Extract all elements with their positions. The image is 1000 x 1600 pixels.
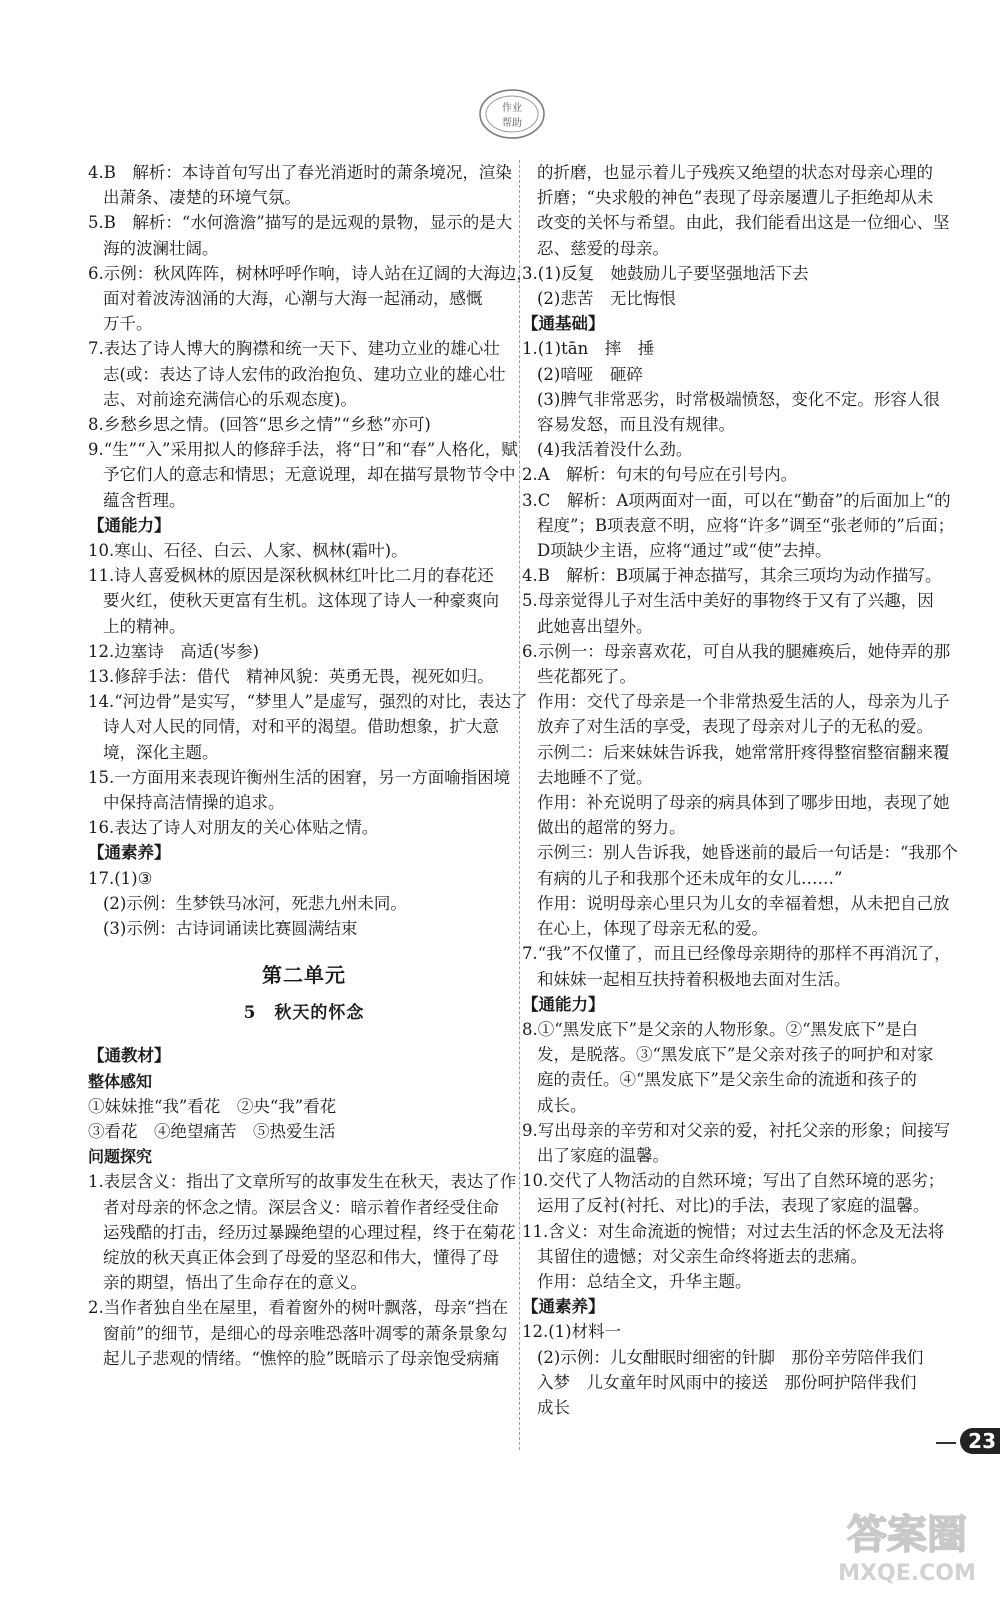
answer-line: 作用：交代了母亲是一个非常热爱生活的人，母亲为儿子	[537, 692, 950, 712]
subsection-heading: 问题探究	[88, 1147, 153, 1167]
answer-line: (3)脾气非常恶劣，时常极端愤怒，变化不定。形容人很	[537, 389, 940, 409]
answer-line: 些花都死了。	[537, 667, 636, 687]
section-heading: 【通基础】	[522, 314, 605, 334]
answer-line: 5.母亲觉得儿子对生活中美好的事物终于又有了兴趣，因	[522, 591, 934, 611]
answer-line: 绽放的秋天真正体会到了母爱的坚忍和伟大，懂得了母	[103, 1247, 499, 1267]
answer-line: 12.边塞诗 高适(岑参)	[88, 641, 260, 661]
answer-line: 上的精神。	[103, 616, 186, 636]
section-heading: 【通能力】	[88, 515, 171, 535]
answer-line: 有病的儿子和我那个还未成年的女儿……”	[537, 868, 843, 888]
answer-line: 要火红，使秋天更富有生机。这体现了诗人一种豪爽向	[103, 591, 499, 611]
answer-line: 去地睡不了觉。	[537, 767, 653, 787]
answer-line: 7.表达了诗人博大的胸襟和统一天下、建功立业的雄心壮	[88, 339, 500, 359]
answer-line: (2)喑哑 砸碎	[537, 364, 643, 384]
answer-line: 5.B 解析：“水何澹澹”描写的是远观的景物，显示的是大	[88, 213, 513, 233]
answer-line: 放弃了对生活的享受，表现了母亲对儿子的无私的爱。	[537, 717, 933, 737]
answer-line: 12.(1)材料一	[522, 1322, 622, 1342]
answer-line: 诗人对人民的同情，对和平的渴望。借助想象，扩大意	[103, 717, 499, 737]
answer-line: 1.表层含义：指出了文章所写的故事发生在秋天，表达了作	[88, 1172, 517, 1192]
answer-line: 发，是脱落。③“黑发底下”是父亲对孩子的呵护和对家	[537, 1045, 934, 1065]
answer-line: (2)悲苦 无比悔恨	[537, 289, 676, 309]
svg-text:作业: 作业	[502, 103, 522, 114]
answer-line: 10.交代了人物活动的自然环境；写出了自然环境的恶劣；	[522, 1171, 945, 1191]
answer-line: 成长。	[537, 1095, 587, 1115]
answer-line: 其留住的遗憾；对父亲生命终将逝去的悲痛。	[537, 1246, 867, 1266]
answer-line: 忍、慈爱的母亲。	[537, 238, 669, 258]
unit-title: 第二单元	[262, 963, 346, 988]
answer-line: 志(或：表达了诗人宏伟的政治抱负、建功立业的雄心壮	[103, 364, 506, 384]
answer-line: ①妹妹推“我”看花 ②央“我”看花	[88, 1096, 337, 1116]
answer-line: 2.A 解析：句末的句号应在引号内。	[522, 465, 798, 485]
answer-line: 2.当作者独自坐在屋里，看着窗外的树叶飘落，母亲“挡在	[88, 1298, 509, 1318]
answer-line: 蕴含哲理。	[103, 490, 186, 510]
answer-line: (2)示例：生梦铁马冰河，死悲九州未同。	[103, 893, 407, 913]
svg-text:MXQE.COM: MXQE.COM	[838, 1561, 976, 1586]
answer-line: 予它们人的意志和情思；无意说理，却在描写景物节令中	[103, 465, 516, 485]
answer-line: 14.“河边骨”是实写，“梦里人”是虚写，强烈的对比，表达了	[88, 692, 528, 712]
answer-line: 折磨；“央求般的神色”表现了母亲屡遭儿子拒绝却从未	[537, 188, 934, 208]
answer-line: 8.乡愁乡思之情。(回答“思乡之情”“乡愁”亦可)	[88, 415, 431, 435]
answer-line: 窗前”的细节，是细心的母亲唯恐落叶凋零的萧条景象勾	[103, 1323, 508, 1343]
answer-line: 6.示例一：母亲喜欢花，可自从我的腿瘫痪后，她侍弄的那	[522, 641, 951, 661]
left-column	[88, 160, 533, 1371]
answer-line: 运用了反衬(衬托、对比)的手法，表现了家庭的温馨。	[537, 1196, 930, 1216]
answer-line: 15.一方面用来表现许衡州生活的困窘，另一方面喻指困境	[88, 767, 511, 787]
answer-line: ③看花 ④绝望痛苦 ⑤热爱生活	[88, 1121, 336, 1141]
answer-line: 9.写出母亲的辛劳和对父亲的爱，衬托父亲的形象；间接写	[522, 1120, 951, 1140]
answer-line: 8.①“黑发底下”是父亲的人物形象。②“黑发底下”是白	[522, 1019, 918, 1039]
answer-line: D项缺少主语，应将“通过”或“使”去掉。	[537, 541, 832, 561]
answer-line: 示例二：后来妹妹告诉我，她常常肝疼得整宿整宿翻来覆	[537, 742, 950, 762]
answer-line: 出萧条、凄楚的环境气氛。	[103, 188, 301, 208]
answer-line: 程度”；B项表意不明，应将“许多”调至“张老师的”后面；	[537, 515, 955, 535]
answer-line: 成长	[537, 1397, 570, 1417]
answer-line: 万千。	[103, 314, 153, 334]
answer-line: 6.示例：秋风阵阵，树林呼呼作响，诗人站在辽阔的大海边，	[88, 263, 533, 283]
page-number-tab	[936, 1428, 1000, 1454]
lesson-title: 5 秋天的怀念	[243, 1003, 365, 1024]
section-heading: 【通教材】	[88, 1046, 171, 1066]
page-number-dash	[936, 1442, 956, 1444]
answer-line: 面对着波涛汹涌的大海，心潮与大海一起涌动，感慨	[103, 289, 483, 309]
section-heading: 【通素养】	[522, 1297, 605, 1317]
answer-line: 16.表达了诗人对朋友的关心体贴之情。	[88, 818, 379, 838]
answer-line: 的折磨，也显示着儿子残疾又绝望的状态对母亲心理的	[537, 163, 933, 182]
answer-line: 亲的期望，悟出了生命存在的意义。	[103, 1273, 367, 1293]
answer-line: (2)示例：儿女酣眠时细密的针脚 那份辛劳陪伴我们	[537, 1347, 924, 1367]
answer-line: 10.寒山、石径、白云、人家、枫林(霜叶)。	[88, 541, 408, 561]
answer-line: 示例三：别人告诉我，她昏迷前的最后一句话是：“我那个	[537, 843, 958, 863]
svg-text:帮助: 帮助	[502, 118, 522, 129]
answer-line: 容易发怒，而且没有规律。	[537, 415, 735, 435]
answer-line: (4)我活着没什么劲。	[537, 440, 693, 460]
answer-line: (3)示例：古诗词诵读比赛圆满结束	[103, 919, 358, 939]
answer-line: 者对母亲的怀念之情。深层含义：暗示着作者经受住命	[103, 1197, 499, 1217]
seal-stamp	[476, 86, 548, 142]
answer-line: 出了家庭的温馨。	[537, 1145, 669, 1165]
right-column	[522, 160, 958, 1420]
answer-line: 和妹妹一起相互扶持着积极地去面对生活。	[537, 969, 851, 989]
answer-line: 17.(1)③	[88, 868, 153, 888]
page-number: 23	[960, 1428, 1000, 1454]
answer-line: 作用：总结全文，升华主题。	[537, 1271, 752, 1291]
answer-line: 运残酷的打击，经历过暴躁绝望的心理过程，终于在菊花	[103, 1222, 516, 1242]
answer-line: 7.“我”不仅懂了，而且已经像母亲期待的那样不再消沉了，	[522, 944, 951, 964]
answer-line: 此她喜出望外。	[537, 616, 653, 636]
answer-line: 志、对前途充满信心的乐观态度)。	[103, 389, 357, 409]
answer-line: 中保持高洁情操的追求。	[103, 793, 285, 813]
answer-line: 11.含义：对生命流逝的惋惜；对过去生活的怀念及无法将	[522, 1221, 945, 1241]
answer-line: 在心上，体现了母亲无私的爱。	[537, 919, 768, 939]
answer-line: 作用：说明母亲心里只为儿女的幸福着想，从未把自己放	[537, 893, 950, 913]
answer-line: 改变的关怀与希望。由此，我们能看出这是一位细心、坚	[537, 213, 950, 233]
answer-line: 4.B 解析：B项属于神态描写，其余三项均为动作描写。	[522, 566, 942, 586]
column-divider	[519, 160, 520, 1450]
answer-line: 1.(1)tān 摔 捶	[522, 339, 655, 359]
answer-line: 3.(1)反复 她鼓励儿子要坚强地活下去	[522, 263, 809, 283]
answer-line: 9.“生”“入”采用拟人的修辞手法，将“日”和“春”人格化，赋	[88, 440, 518, 460]
answer-line: 境，深化主题。	[103, 742, 219, 762]
section-heading: 【通素养】	[88, 843, 171, 863]
answer-line: 做出的超常的努力。	[537, 818, 686, 838]
section-heading: 【通能力】	[522, 994, 605, 1014]
answer-line: 海的波澜壮阔。	[103, 238, 219, 258]
answer-line: 起儿子悲观的情绪。“憔悴的脸”既暗示了母亲饱受病痛	[103, 1348, 500, 1368]
answer-line: 11.诗人喜爱枫林的原因是深秋枫林红叶比二月的春花还	[88, 566, 494, 586]
subsection-heading: 整体感知	[88, 1071, 153, 1091]
answer-line: 4.B 解析：本诗首句写出了春光消逝时的萧条境况，渲染	[88, 163, 512, 182]
watermark-logo	[822, 1500, 992, 1590]
answer-line: 13.修辞手法：借代 精神风貌：英勇无畏，视死如归。	[88, 667, 494, 687]
answer-line: 作用：补充说明了母亲的病具体到了哪步田地，表现了她	[537, 793, 950, 813]
answer-line: 入梦 儿女童年时风雨中的接送 那份呵护陪伴我们	[537, 1372, 917, 1392]
answer-line: 庭的责任。④“黑发底下”是父亲生命的流逝和孩子的	[537, 1070, 917, 1090]
svg-text:答案圈: 答案圈	[847, 1512, 967, 1558]
answer-line: 3.C 解析：A项两面对一面，可以在“勤奋”的后面加上“的	[522, 490, 951, 510]
